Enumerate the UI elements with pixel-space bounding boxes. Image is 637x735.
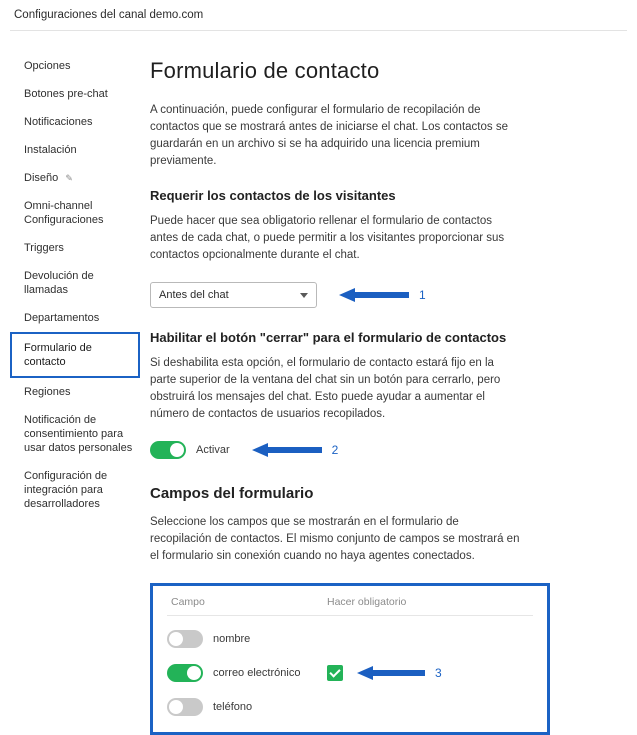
sidebar-item-label: Devolución de llamadas (24, 270, 94, 296)
column-header-hacer-obligatorio: Hacer obligatorio (327, 596, 407, 608)
sidebar-item-opciones[interactable] (14, 52, 140, 80)
field-name-cell (167, 698, 327, 716)
sidebar-item-configuracion-integracion-desarrolladores[interactable] (14, 462, 140, 518)
sidebar-item-devolucion-de-llamadas[interactable] (14, 262, 140, 304)
table-row (167, 622, 533, 656)
sidebar-item-label: Notificación de consentimiento para usar datos personales (24, 414, 133, 454)
sidebar-item-formulario-de-contacto[interactable] (10, 332, 140, 378)
toggle-knob (169, 700, 183, 714)
require-section-title: Requerir los contactos de los visitantes (150, 188, 396, 203)
chevron-down-icon (300, 293, 308, 298)
toggle-knob (187, 666, 201, 680)
sidebar-item-label: Instalación (24, 144, 77, 156)
main-content (140, 40, 637, 735)
window-header (0, 0, 637, 30)
field-label: teléfono (213, 701, 253, 713)
form-fields-panel (150, 583, 550, 735)
sidebar-item-label: Notificaciones (24, 116, 93, 128)
field-name-cell (167, 630, 327, 648)
sidebar-item-diseno[interactable] (14, 164, 140, 192)
sidebar (0, 40, 140, 735)
sidebar-item-label: Diseño (24, 172, 59, 184)
close-button-section-description: Si deshabilita esta opción, el formulario de contacto estará fijo en la parte superior de la ventana del chat sin un botón para cerrarlo, pero obstruirá los mensajes del chat. Esto puede ayudar a aumentar el número de contactos de usuarios recopilados. (150, 357, 501, 420)
annotation-number-2: 2 (331, 443, 339, 457)
require-section-description: Puede hacer que sea obligatorio rellenar el formulario de contactos antes de cada chat, o puede permitir a los visitantes proporcionar sus contactos opcionalmente durante el chat. (150, 215, 505, 261)
page-title-header: Configuraciones del canal demo.com (14, 9, 204, 21)
column-header-campo: Campo (171, 596, 205, 608)
field-label: nombre (213, 633, 251, 645)
field-required-checkbox-correo-electronico[interactable] (327, 665, 343, 681)
close-button-toggle-label: Activar (196, 444, 230, 456)
annotation-number-3: 3 (435, 666, 442, 680)
arrow-right-icon (339, 288, 409, 302)
sidebar-item-label: Botones pre-chat (24, 88, 108, 100)
annotation-number-1: 1 (419, 288, 426, 302)
require-contacts-select-value: Antes del chat (159, 289, 229, 301)
field-name-cell (167, 664, 327, 682)
sidebar-item-label: Regiones (24, 386, 71, 398)
field-toggle-telefono[interactable] (167, 698, 203, 716)
sidebar-item-label: Formulario de contacto (24, 342, 92, 368)
annotation-arrow-1 (339, 288, 426, 302)
sidebar-item-departamentos[interactable] (14, 304, 140, 332)
require-contacts-select[interactable] (150, 282, 317, 308)
sidebar-item-omni-channel-configuraciones[interactable] (14, 192, 140, 234)
fields-table-header (167, 596, 533, 616)
arrow-right-icon (252, 443, 322, 457)
sidebar-item-botones-pre-chat[interactable] (14, 80, 140, 108)
close-button-section-title: Habilitar el botón "cerrar" para el formulario de contactos (150, 330, 507, 345)
field-label: correo electrónico (213, 667, 301, 679)
field-toggle-nombre[interactable] (167, 630, 203, 648)
sidebar-item-triggers[interactable] (14, 234, 140, 262)
sidebar-item-label: Opciones (24, 60, 71, 72)
sidebar-item-instalacion[interactable] (14, 136, 140, 164)
sidebar-item-label: Configuración de integración para desarrolladores (24, 470, 108, 510)
page-body (0, 30, 637, 735)
toggle-knob (169, 632, 183, 646)
annotation-arrow-3 (357, 666, 442, 680)
sidebar-item-regiones[interactable] (14, 378, 140, 406)
sidebar-item-notificacion-consentimiento[interactable] (14, 406, 140, 462)
page-title: Formulario de contacto (150, 58, 380, 83)
table-row (167, 690, 533, 724)
header-divider (10, 30, 627, 31)
sidebar-item-label: Departamentos (24, 312, 100, 324)
intro-text: A continuación, puede configurar el formulario de recopilación de contactos que se mostrará antes de iniciarse el chat. Los contactos se guardarán en un archivo si se ha adquirido una licencia premium previamente. (150, 104, 508, 167)
close-button-toggle-row (150, 441, 617, 459)
sidebar-item-label: Triggers (24, 242, 64, 254)
fields-section-title: Campos del formulario (150, 485, 314, 502)
require-select-row (150, 282, 617, 308)
field-toggle-correo-electronico[interactable] (167, 664, 203, 682)
toggle-knob (170, 443, 184, 457)
fields-section-description: Seleccione los campos que se mostrarán en el formulario de recopilación de contactos. El mismo conjunto de campos se mostrará en el formulario sin conexión cuando no haya agentes conectados. (150, 516, 520, 562)
sidebar-item-label: Omni-channel Configuraciones (24, 200, 104, 226)
pencil-icon: ✎ (65, 173, 73, 183)
table-row (167, 656, 533, 690)
close-button-toggle[interactable] (150, 441, 186, 459)
arrow-right-icon (357, 666, 425, 680)
annotation-arrow-2 (252, 443, 339, 457)
sidebar-item-notificaciones[interactable] (14, 108, 140, 136)
